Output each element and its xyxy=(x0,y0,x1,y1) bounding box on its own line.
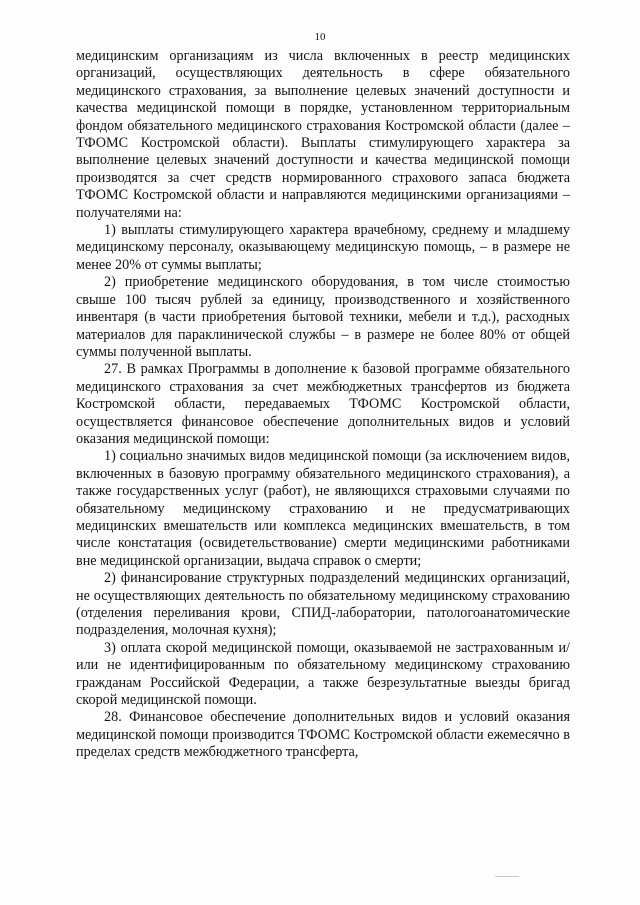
document-body xyxy=(76,48,570,762)
list-item-socially-significant-care: 1) социально значимых видов медицинской помощи (за исключением видов, включенных в базовую программу обязательного медицинского страхования), а также государственных услуг (работ), не являющихся страховыми случаями по обязательному медицинскому страхованию и не предусматривающих медицинских вмешательств или комплекса медицинских вмешательств, в том числе констатация (освидетельствование) смерти медицинскими работниками вне медицинской организации, выдача справок о смерти; xyxy=(76,448,570,569)
paragraph-27: 27. В рамках Программы в дополнение к базовой программе обязательного медицинского страхования за счет межбюджетных трансфертов из бюджета Костромской области, передаваемых ТФОМС Костромской области, осуществляется финансовое обеспечение дополнительных видов и условий оказания медицинской помощи: xyxy=(76,361,570,447)
list-item-equipment-purchase: 2) приобретение медицинского оборудования, в том числе стоимостью свыше 100 тысяч рублей за единицу, производственного и хозяйственного инвентаря (в части приобретения бытовой техники, мебели и т.д.), расходных материалов для параклинической службы – в размере не более 80% от общей суммы полученной выплаты. xyxy=(76,274,570,360)
paragraph-continuation: медицинским организациям из числа включенных в реестр медицинских организаций, осуществляющих деятельность в сфере обязательного медицинского страхования, за выполнение целевых значений доступности и качества медицинской помощи в порядке, установленном территориальным фондом обязательного медицинского страхования Костромской области (далее – ТФОМС Костромской области). Выплаты стимулирующего характера за выполнение целевых значений доступности и качества медицинской помощи производятся за счет средств нормированного страхового запаса бюджета ТФОМС Костромской области и направляются медицинскими организациями – получателями на: xyxy=(76,48,570,221)
paragraph-28: 28. Финансовое обеспечение дополнительных видов и условий оказания медицинской помощи производится ТФОМС Костромской области ежемесячно в пределах средств межбюджетного трансферта, xyxy=(76,709,570,761)
list-item-structural-units-funding: 2) финансирование структурных подразделений медицинских организаций, не осуществляющих деятельность по обязательному медицинскому страхованию (отделения переливания крови, СПИД-лаборатории, патологоанатомические подразделения, молочная кухня); xyxy=(76,570,570,639)
list-item-stimulating-payments: 1) выплаты стимулирующего характера врачебному, среднему и младшему медицинскому персоналу, оказывающему медицинскую помощь, – в размере не менее 20% от суммы выплаты; xyxy=(76,222,570,273)
list-item-emergency-care-payment: 3) оплата скорой медицинской помощи, оказываемой не застрахованным и/или не идентифицированным по обязательному медицинскому страхованию гражданам Российской Федерации, а также безрезультатные выезды бригад скорой медицинской помощи. xyxy=(76,639,570,709)
page-number: 10 xyxy=(314,31,326,43)
scan-mark xyxy=(495,876,519,877)
